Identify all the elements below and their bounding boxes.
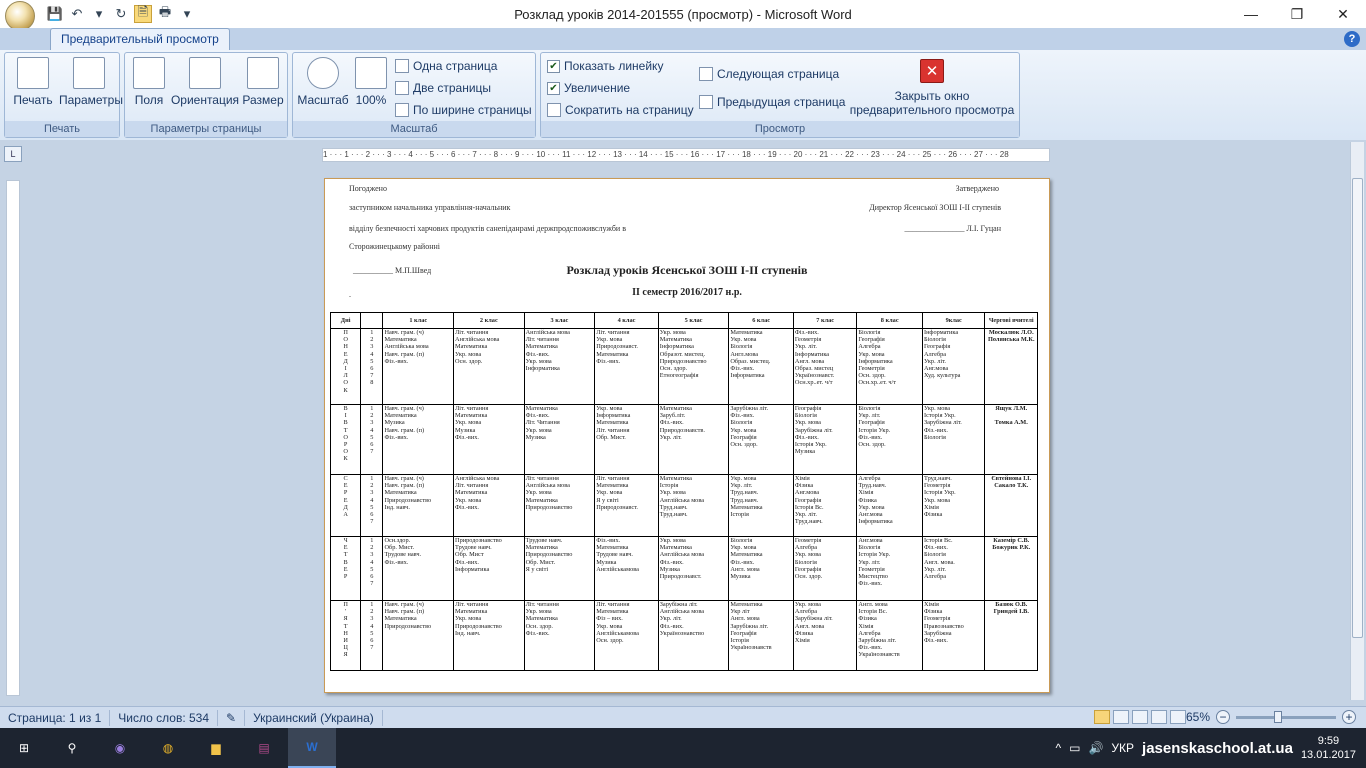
approval-right-1: Затверджено: [955, 184, 999, 193]
reading-view-button[interactable]: [1113, 710, 1129, 724]
view-buttons: [1094, 710, 1186, 724]
day-cell: Ч Е Т В Е Р: [331, 537, 361, 601]
header-class-2: 2 клас: [454, 313, 525, 329]
class-7-cell: Укр. мова Алгебра Зарубіжна літ. Англ. мова Фізика Хімія: [793, 601, 857, 671]
word-taskbar-icon[interactable]: W: [288, 728, 336, 768]
save-icon[interactable]: 💾: [46, 6, 64, 21]
day-cell: П О Н Е Д І Л О К: [331, 329, 361, 405]
class-1-cell: Навч. грам. (ч) Навч. грам. (п) Математика Природознавство Інд. навч.: [383, 475, 454, 537]
schedule-title: Розклад уроків Ясенської ЗОШ І-ІІ ступенів: [566, 263, 808, 277]
zoom-level[interactable]: 65%: [1185, 710, 1210, 724]
two-pages-icon: [395, 81, 409, 95]
print-button[interactable]: Печать: [9, 57, 57, 107]
show-ruler-checkbox[interactable]: ✔ Показать линейку: [547, 59, 663, 73]
class-5-cell: Укр. мова Математика Інформатика Образот. мистец. Природознавство Осн. здор. Етногеографія: [658, 329, 729, 405]
class-4-cell: Укр. мова Інформатика Математика Літ. читання Обр. Мист.: [595, 405, 659, 475]
semester-title: ІІ семестр 2016/2017 н.р.: [632, 287, 742, 298]
group-label: Просмотр: [541, 121, 1019, 137]
lesson-numbers-cell: 1 2 3 4 5 6 7: [361, 475, 383, 537]
class-8-cell: Алгебра Труд.навч. Хімія Фізика Укр. мова Анг.мова Інформатика: [857, 475, 923, 537]
viber-icon[interactable]: ◉: [114, 741, 126, 755]
class-6-cell: Математика Укр. мова Біологія Англ.мова Образ. мистец. Фіз.-вих. Інформатика: [729, 329, 794, 405]
page-size-icon: [247, 57, 279, 89]
class-3-cell: Літ. читання Англійська мова Укр. мова Математика Природознавство: [524, 475, 595, 537]
class-7-cell: Геометрія Алгебра Укр. мова Біологія Географія Осн. здор.: [793, 537, 857, 601]
class-4-cell: Літ. читання Укр. мова Природознавст. Математика Фіз.-вих.: [595, 329, 659, 405]
class-2-cell: Літ. читання Математика Укр. мова Природознавство Інд. навч.: [454, 601, 525, 671]
class-9-cell: Хімія Фізика Геометрія Правознавство Зарубіжна Фіз.-вих.: [922, 601, 985, 671]
orientation-button[interactable]: Ориентация: [169, 57, 241, 107]
class-9-cell: Укр. мова Історія Укр. Зарубіжна літ. Фіз.-вих. Біологія: [922, 405, 985, 475]
one-page-button[interactable]: Одна страница: [395, 59, 497, 73]
network-icon[interactable]: ▭: [1069, 741, 1081, 755]
checkmark-icon: ✔: [547, 60, 560, 73]
class-1-cell: Осн.здор. Обр. Мист. Трудове навч. Фіз.-вих.: [383, 537, 454, 601]
scrollbar-thumb[interactable]: [1352, 178, 1363, 638]
dropdown-icon[interactable]: ▾: [95, 6, 103, 21]
web-view-button[interactable]: [1132, 710, 1148, 724]
language[interactable]: Украинский (Украина): [245, 710, 383, 726]
office-button[interactable]: [0, 0, 40, 28]
header-class-7: 7 клас: [793, 313, 857, 329]
document-area: [0, 140, 1366, 706]
class-1-cell: Навч. грам. (ч) Математика Англійська мова Навч. грам. (п) Фіз.-вих.: [383, 329, 454, 405]
magnifier-icon: [307, 57, 339, 89]
class-6-cell: Зарубіжна літ. Фіз.-вих. Біологія Укр. мова Географія Осн. здор.: [729, 405, 794, 475]
class-4-cell: Фіз.-вих. Математика Трудове навч. Музика Англійськамова: [595, 537, 659, 601]
lesson-numbers-cell: 1 2 3 4 5 6 7: [361, 537, 383, 601]
duty-teachers-cell: Євтейнова І.І. Сакало Т.К.: [985, 475, 1038, 537]
printer-icon: [17, 57, 49, 89]
class-4-cell: Літ. читання Математика Укр. мова Я у світі Природознавст.: [595, 475, 659, 537]
group-page-setup: [124, 52, 288, 138]
redo-icon[interactable]: ↻: [115, 6, 127, 21]
zoom-out-button[interactable]: −: [1216, 710, 1230, 724]
approval-right-2: Директор Ясенської ЗОШ І-ІІ ступенів: [869, 203, 1001, 212]
group-label: Печать: [5, 121, 119, 137]
header-class-3: 3 клас: [524, 313, 595, 329]
winrar-icon[interactable]: ▤: [258, 741, 270, 755]
print-layout-view-button[interactable]: [1094, 710, 1110, 724]
class-2-cell: Літ. читання Англійська мова Математика Укр. мова Осн. здор.: [454, 329, 525, 405]
outline-view-button[interactable]: [1151, 710, 1167, 724]
table-row: [331, 329, 1038, 405]
draft-view-button[interactable]: [1170, 710, 1186, 724]
duty-teachers-cell: Москалюк Л.О. Полянська М.К.: [985, 329, 1038, 405]
group-label: Масштаб: [293, 121, 535, 137]
class-7-cell: Фіз.-вих. Геометрія Укр. літ. Інформатика Англ. мова Образ. мистец Українознавст. Осн.хр..ет. ч/т: [793, 329, 857, 405]
next-page-icon: [699, 67, 713, 81]
day-cell: П ' Я Т Н И Ц Я: [331, 601, 361, 671]
help-icon[interactable]: ?: [1344, 31, 1360, 47]
tab-print-preview[interactable]: Предварительный просмотр: [50, 28, 230, 50]
class-8-cell: Англ. мова Історія Вс. Фізика Хімія Алгебра Зарубіжна літ. Фіз.-вих. Українознавств: [857, 601, 923, 671]
next-page-button[interactable]: Следующая страница: [699, 67, 839, 81]
table-row: [331, 475, 1038, 537]
minimize-button[interactable]: —: [1244, 6, 1258, 22]
table-row: [331, 405, 1038, 475]
maximize-button[interactable]: ❐: [1290, 5, 1304, 22]
orientation-icon: [189, 57, 221, 89]
horizontal-ruler[interactable]: 1 · · · 1 · · · 2 · · · 3 · · · 4 · · · 5 · · · 6 · · · 7 · · · 8 · · · 9 · · · 10 · · · 11 · · · 12 · · · 13 · · · 14 · · · 15 · · · 16 · · · 17 · · · 18 · · · 19 · · · 20 · · · 21 · · · 22 · · · 23 · · · 24 · · · 25 · · · 26 · · · 27 · · · 28: [322, 148, 1050, 162]
zoom-slider[interactable]: [1236, 716, 1336, 719]
zoom-100-icon: [355, 57, 387, 89]
previous-page-icon: [699, 95, 713, 109]
checkmark-icon: ✔: [547, 82, 560, 95]
class-1-cell: Навч. грам. (ч) Математика Музика Навч. грам. (п) Фіз.-вих.: [383, 405, 454, 475]
header-class-9: 9клас: [922, 313, 985, 329]
zoom-in-button[interactable]: +: [1342, 710, 1356, 724]
input-language[interactable]: УКР: [1111, 741, 1135, 755]
one-page-icon: [395, 59, 409, 73]
class-2-cell: Англійська мова Літ. читання Математика Укр. мова Фіз.-вих.: [454, 475, 525, 537]
undo-icon[interactable]: ↶: [71, 6, 83, 21]
day-cell: С Е Р Е Д А: [331, 475, 361, 537]
header-class-4: 4 клас: [595, 313, 659, 329]
class-6-cell: Математика Укр літ Англ. мова Зарубіжна літ. Географія Історія Українознавств: [729, 601, 794, 671]
size-button[interactable]: Размер: [241, 57, 285, 107]
class-9-cell: Труд.навч. Геометрія Історія Укр. Укр. мова Хімія Фізика: [922, 475, 985, 537]
class-6-cell: Біологія Укр. мова Математика Фіз.-вих. Англ. мова Музика: [729, 537, 794, 601]
word-count[interactable]: Число слов: 534: [110, 710, 218, 726]
table-header-row: [331, 313, 1038, 329]
class-6-cell: Укр. мова Укр. літ. Труд.навч. Труд.навч. Математика Історія: [729, 475, 794, 537]
group-preview: [540, 52, 1020, 138]
chrome-icon[interactable]: ◍: [162, 741, 174, 755]
class-3-cell: Математика Фіз.-вих. Літ. Читання Укр. мова Музика: [524, 405, 595, 475]
search-icon[interactable]: ⚲: [67, 741, 77, 755]
magnifier-checkbox[interactable]: ✔ Увеличение: [547, 81, 630, 95]
office-logo-icon: [5, 1, 35, 31]
class-8-cell: Біологія Географія Алгебра Укр. мова Інформатика Геометрія Осн. здор. Осн.хр..ет. ч/т: [857, 329, 923, 405]
clock[interactable]: 9:59 13.01.2017: [1300, 735, 1356, 761]
page-count[interactable]: Страница: 1 из 1: [0, 710, 110, 726]
class-9-cell: Історія Вс. Фіз.-вих. Біологія Англ. мова. Укр. літ. Алгебра: [922, 537, 985, 601]
approval-left-6: .: [349, 290, 351, 299]
margins-icon: [133, 57, 165, 89]
header-num: [361, 313, 383, 329]
print-icon[interactable]: 🖶: [158, 4, 172, 19]
class-3-cell: Англійська мова Літ. читання Математика Фіз.-вих. Укр. мова Інформатика: [524, 329, 595, 405]
chevron-up-icon[interactable]: ^: [1055, 741, 1062, 755]
approval-left-3: відділу безпечності харчових продуктів санепіданрамі держпродспоживслужби в: [349, 224, 626, 233]
duty-teachers-cell: Базюк О.В. Гриндей І.В.: [985, 601, 1038, 671]
class-2-cell: Літ. читання Математика Укр. мова Музика Фіз.-вих.: [454, 405, 525, 475]
class-5-cell: Математика Історія Укр. мова Англійська мова Труд.навч. Труд.навч.: [658, 475, 729, 537]
ribbon: [0, 28, 1366, 140]
printer-settings-icon: [73, 57, 105, 89]
class-7-cell: Географія Біологія Укр. мова Зарубіжна літ. Фіз.-вих. Історія Укр. Музика: [793, 405, 857, 475]
header-days: Дні: [331, 313, 361, 329]
class-5-cell: Зарубіжна літ. Англійська мова Укр. літ. Фіз.-вих. Українознавство: [658, 601, 729, 671]
approval-right-3: _______________ Л.І. Гуцан: [904, 224, 1001, 233]
zoom-slider-knob[interactable]: [1274, 711, 1282, 723]
approval-left-1: Погоджено: [349, 184, 387, 193]
class-8-cell: Анг.мова Біологія Історія Укр. Укр. літ. Геометрія Мистецтво Фіз.-вих.: [857, 537, 923, 601]
class-7-cell: Хімія Фізика Анг.мова Географія Історія Вс. Укр. літ. Труд.навч.: [793, 475, 857, 537]
header-class-5: 5 клас: [658, 313, 729, 329]
header-class-1: 1 клас: [383, 313, 454, 329]
system-tray: [1055, 728, 1356, 768]
class-9-cell: Інформатика Біологія Географія Алгебра Укр. літ. Анг.мова Худ. культура: [922, 329, 985, 405]
table-row: [331, 601, 1038, 671]
start-icon[interactable]: ⊞: [18, 741, 30, 755]
quick-access-toolbar: [46, 5, 196, 23]
options-button[interactable]: Параметры: [59, 57, 119, 107]
shrink-one-page-button[interactable]: Сократить на страницу: [547, 103, 694, 117]
duty-teachers-cell: Ящук Л.М. Томка А.М.: [985, 405, 1038, 475]
tab-selector-icon[interactable]: L: [4, 146, 22, 162]
approval-left-2: заступником начальника управління-начальник: [349, 203, 511, 212]
class-8-cell: Біологія Укр. літ. Географія Історія Укр. Фіз.-вих. Осн. здор.: [857, 405, 923, 475]
zoom-control: [1186, 710, 1356, 724]
group-print: [4, 52, 123, 138]
spellcheck-icon[interactable]: ✎: [218, 710, 245, 726]
lesson-numbers-cell: 1 2 3 4 5 6 7: [361, 601, 383, 671]
approval-left-5: __________ М.П.Швед: [353, 266, 432, 275]
two-pages-button[interactable]: Две страницы: [395, 81, 491, 95]
class-2-cell: Природознавство Трудове навч. Обр. Мист Фіз.-вих. Інформатика: [454, 537, 525, 601]
header-duty: Чергові вчителі: [985, 313, 1038, 329]
window-title: Розклад уроків 2014-201555 (просмотр) - Microsoft Word: [514, 6, 852, 22]
page-width-button[interactable]: По ширине страницы: [395, 103, 532, 117]
class-3-cell: Трудове навч. Математика Природознавство Обр. Мист. Я у світі: [524, 537, 595, 601]
day-cell: В І В Т О Р О К: [331, 405, 361, 475]
class-5-cell: Укр. мова Математика Англійська мова Фіз.-вих. Музика Природознавст.: [658, 537, 729, 601]
volume-icon[interactable]: 🔊: [1088, 741, 1104, 755]
duty-teachers-cell: Каземір С.В. Божурик Р.К.: [985, 537, 1038, 601]
class-5-cell: Математика Заруб.літ. Фіз.-вих. Природознавств. Укр. літ.: [658, 405, 729, 475]
group-label: Параметры страницы: [125, 121, 287, 137]
vertical-scrollbar[interactable]: [1350, 142, 1364, 700]
close-preview-button[interactable]: ✕ Закрыть окно предварительного просмотра: [847, 59, 1017, 117]
class-4-cell: Літ. читання Математика Фіз – вих. Укр. мова Англійськамова Осн. здор.: [595, 601, 659, 671]
approval-left-4: Сторожинецькому районні: [349, 242, 440, 251]
zoom-button[interactable]: Масштаб: [297, 57, 349, 107]
margins-button[interactable]: Поля: [131, 57, 167, 107]
schedule-table: [330, 312, 1038, 671]
file-explorer-icon[interactable]: ▆: [211, 741, 221, 755]
group-zoom: [292, 52, 536, 138]
table-row: [331, 537, 1038, 601]
status-bar: [0, 706, 1366, 728]
vertical-ruler[interactable]: [6, 180, 20, 696]
zoom-100-button[interactable]: 100%: [351, 57, 391, 107]
title-bar: [0, 0, 1366, 28]
lesson-numbers-cell: 1 2 3 4 5 6 7 8: [361, 329, 383, 405]
close-button[interactable]: ✕: [1337, 5, 1349, 22]
lesson-numbers-cell: 1 2 3 4 5 6 7: [361, 405, 383, 475]
header-class-8: 8 клас: [857, 313, 923, 329]
customize-qat-icon[interactable]: ▾: [183, 6, 191, 21]
document-page: [324, 178, 1050, 693]
class-3-cell: Літ. читання Укр. мова Математика Осн. здор. Фіз.-вих.: [524, 601, 595, 671]
watermark-site: jasenskaschool.at.ua: [1142, 739, 1293, 757]
previous-page-button[interactable]: Предыдущая страница: [699, 95, 845, 109]
shrink-icon: [547, 103, 561, 117]
class-1-cell: Навч. грам. (ч) Навч. грам. (п) Математика Природознавство: [383, 601, 454, 671]
header-class-6: 6 клас: [729, 313, 794, 329]
close-preview-icon: ✕: [920, 59, 944, 83]
page-width-icon: [395, 103, 409, 117]
taskbar: [0, 728, 1366, 768]
print-preview-icon[interactable]: 🗎: [134, 5, 152, 23]
